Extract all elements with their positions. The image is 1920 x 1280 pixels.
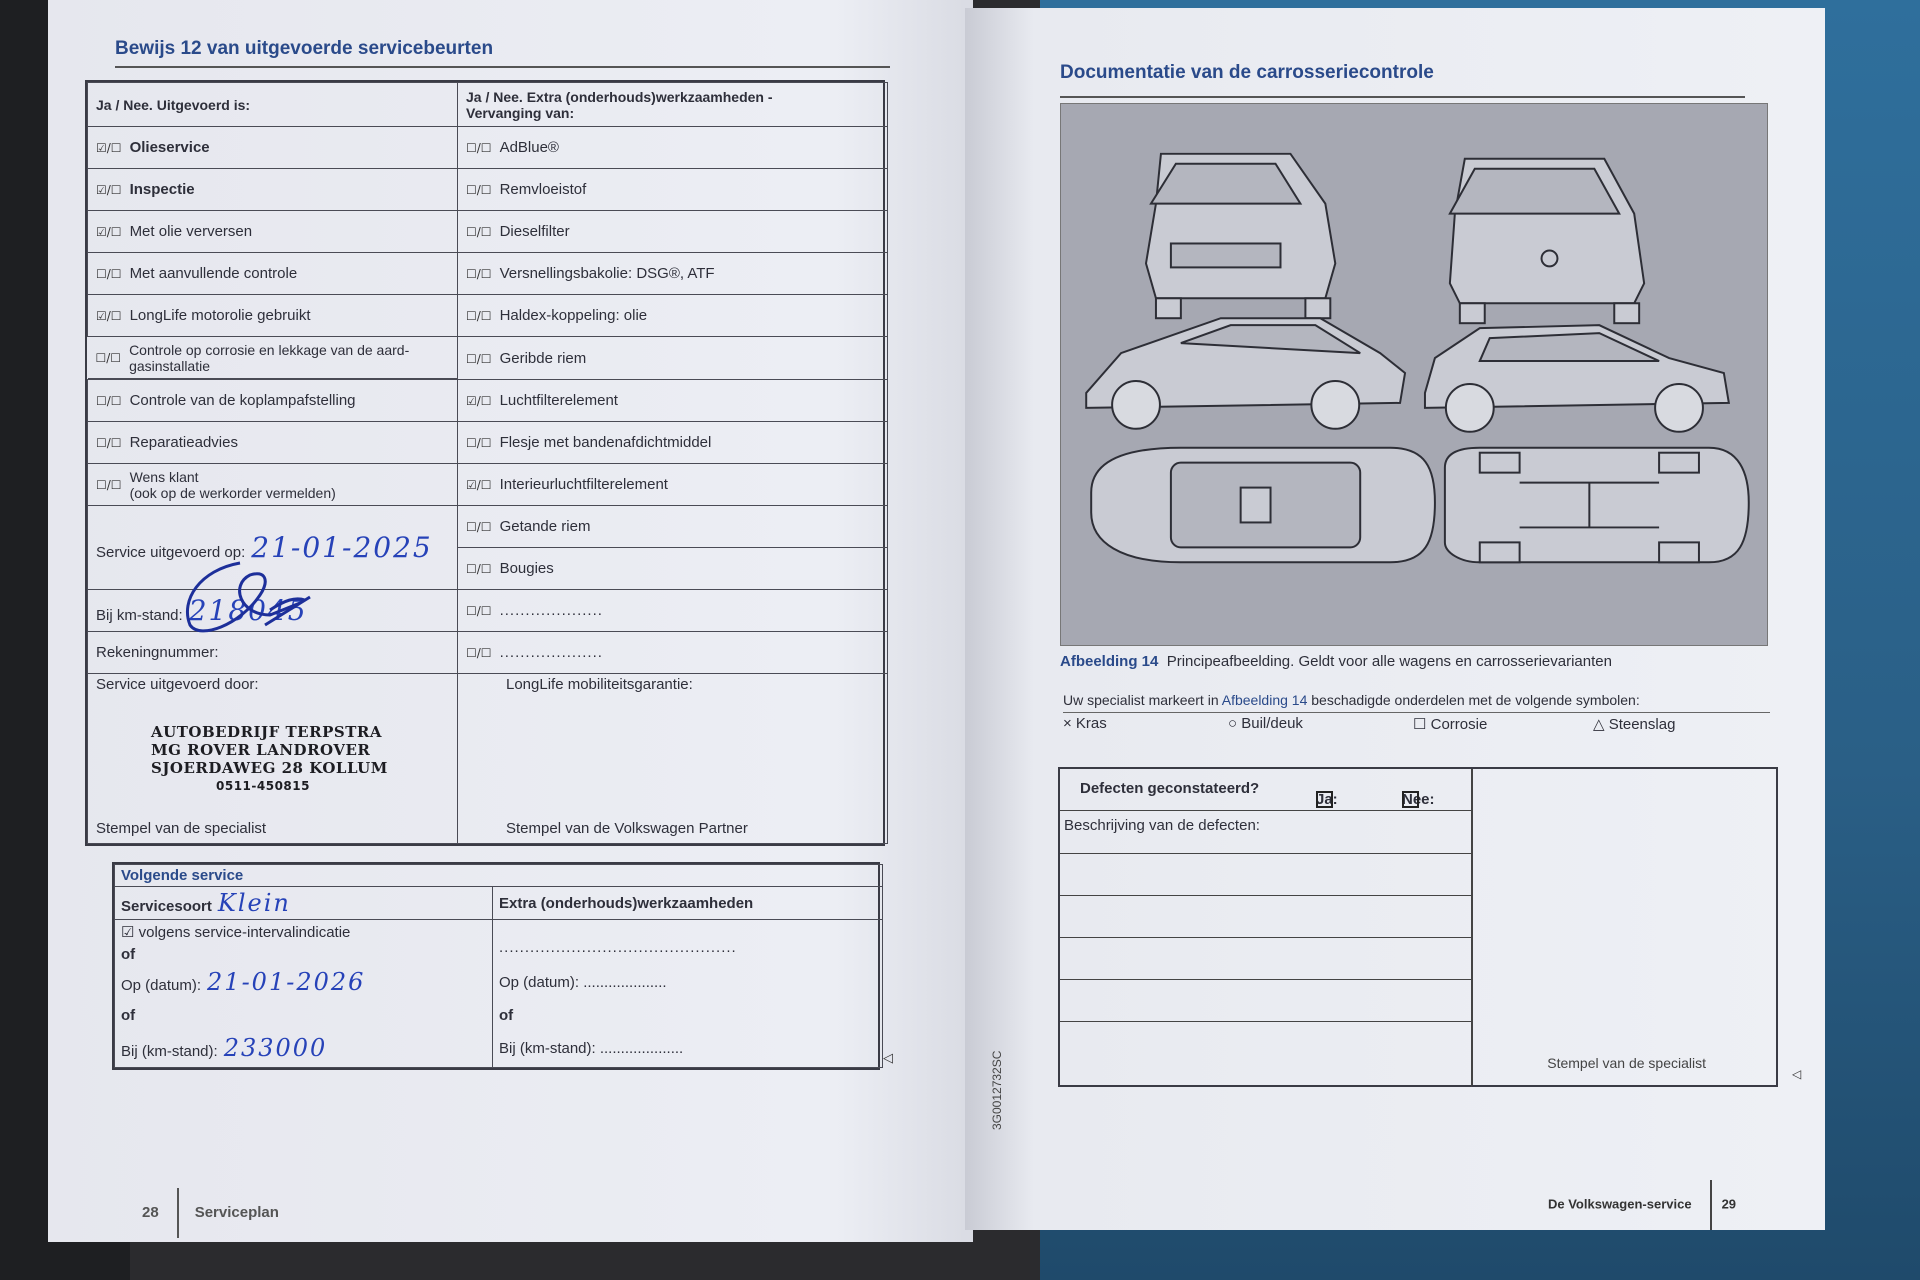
row-cell bbox=[88, 337, 458, 379]
marking-instruction bbox=[1063, 692, 1640, 708]
service-form bbox=[85, 80, 885, 846]
row-cell bbox=[458, 337, 888, 380]
service-date-label: Service uitgevoerd op: bbox=[96, 544, 246, 561]
checkbox[interactable]: ☐/☐ bbox=[96, 394, 122, 408]
service-date-value[interactable]: 21-01-2025 bbox=[251, 531, 433, 564]
row-cell bbox=[458, 127, 888, 169]
checkbox[interactable]: ☑/☐ bbox=[96, 183, 122, 197]
account-label: Rekeningnummer: bbox=[96, 644, 219, 661]
item-label: Haldex-koppeling: olie bbox=[499, 307, 648, 324]
car-body-diagram bbox=[1060, 103, 1768, 646]
checkbox[interactable]: ☐/☐ bbox=[466, 351, 492, 366]
item-label: Flesje met bandenafdichtmiddel bbox=[499, 434, 712, 451]
scratch-symbol: × Kras bbox=[1063, 715, 1107, 732]
item-label bbox=[130, 469, 336, 501]
no-checkbox[interactable] bbox=[1402, 791, 1419, 808]
checkbox[interactable]: ☑/☐ bbox=[96, 225, 122, 239]
or-label: of bbox=[121, 946, 136, 963]
row-cell bbox=[458, 632, 888, 674]
description-line[interactable] bbox=[1060, 895, 1471, 896]
next-right-cell bbox=[493, 920, 883, 1068]
row-cell bbox=[88, 211, 458, 253]
row-cell bbox=[88, 169, 458, 211]
item-label: Olieservice bbox=[129, 139, 210, 156]
checkbox[interactable]: ☐/☐ bbox=[466, 225, 492, 239]
next-service-box bbox=[112, 862, 880, 1070]
checkbox[interactable]: ☐/☐ bbox=[466, 604, 492, 618]
checkbox[interactable]: ☐/☐ bbox=[466, 309, 492, 323]
col-header-extra-line2: Vervanging van: bbox=[466, 104, 575, 121]
or-label: of bbox=[121, 1007, 136, 1024]
defects-header bbox=[1060, 769, 1472, 811]
table-row bbox=[88, 253, 888, 295]
blank-line[interactable]: .............................................. bbox=[499, 939, 737, 956]
dent-symbol: ○ Buil/deuk bbox=[1228, 715, 1303, 732]
marking-text-b: beschadigde onderdelen met de volgende symbolen: bbox=[1311, 692, 1640, 708]
stamp-line: SJOERDAWEG 28 KOLLUM bbox=[151, 759, 388, 777]
item-label: LongLife motorolie gebruikt bbox=[129, 307, 311, 324]
interval-option[interactable]: ☑ volgens service-intervalindicatie bbox=[121, 924, 351, 941]
right-footer bbox=[1548, 1180, 1736, 1230]
car-outlines bbox=[1061, 104, 1767, 645]
km-label: Bij km-stand: bbox=[96, 607, 183, 624]
description-label: Beschrijving van de defecten: bbox=[1064, 817, 1260, 834]
right-page-title: Documentatie van de carrosseriecontrole bbox=[1060, 62, 1434, 83]
form-header-row bbox=[88, 83, 888, 127]
stamp-row bbox=[88, 674, 888, 844]
divider bbox=[1472, 769, 1473, 1085]
item-label-line1: Wens klant bbox=[129, 468, 199, 485]
row-cell bbox=[458, 548, 888, 590]
item-label: Versnellingsbakolie: DSG®, ATF bbox=[499, 265, 715, 282]
row-cell bbox=[458, 464, 888, 506]
next-service-title: Volgende service bbox=[115, 865, 883, 887]
next-right-km[interactable]: Bij (km-stand): .................... bbox=[499, 1040, 684, 1057]
col-header-extra bbox=[458, 83, 888, 127]
left-footer bbox=[142, 1188, 279, 1238]
checkbox[interactable]: ☑/☐ bbox=[96, 309, 122, 323]
table-row bbox=[88, 506, 888, 548]
longlife-label: LongLife mobiliteitsgarantie: bbox=[506, 676, 693, 693]
service-type-value[interactable]: Klein bbox=[217, 889, 291, 917]
stamp-specialist-label: Stempel van de specialist bbox=[96, 820, 267, 837]
row-cell bbox=[458, 422, 888, 464]
checkbox[interactable]: ☐/☐ bbox=[466, 436, 492, 450]
next-right-date[interactable]: Op (datum): .................... bbox=[499, 974, 667, 991]
row-cell bbox=[458, 295, 888, 337]
stamp-phone: 0511-450815 bbox=[216, 779, 310, 793]
row-cell bbox=[88, 380, 458, 422]
figure-link[interactable]: Afbeelding 14 bbox=[1221, 692, 1308, 708]
page-number: 29 bbox=[1721, 1196, 1737, 1212]
checkbox[interactable]: ☑/☐ bbox=[96, 141, 122, 155]
document-code: 3G0012732SC bbox=[990, 1050, 1004, 1130]
table-row bbox=[88, 211, 888, 253]
checkbox[interactable]: ☐/☐ bbox=[96, 267, 122, 281]
dealer-stamp bbox=[151, 723, 449, 795]
table-row bbox=[88, 422, 888, 464]
item-label: Geribde riem bbox=[499, 349, 587, 367]
next-km-label: Bij (km-stand): bbox=[121, 1043, 218, 1060]
km-value[interactable]: 218045 bbox=[188, 594, 308, 627]
figure-caption bbox=[1060, 653, 1612, 670]
table-row bbox=[88, 127, 888, 169]
checkbox[interactable]: ☐/☐ bbox=[466, 562, 492, 576]
col-header-performed: Ja / Nee. Uitgevoerd is: bbox=[88, 83, 458, 127]
checkbox[interactable]: ☑/☐ bbox=[466, 394, 492, 408]
item-label: Remvloeistof bbox=[499, 181, 587, 198]
row-cell bbox=[88, 295, 458, 337]
blank-line[interactable]: .................... bbox=[499, 602, 603, 619]
next-km-line bbox=[121, 1032, 486, 1065]
service-type-label: Servicesoort bbox=[121, 898, 212, 915]
row-cell bbox=[458, 211, 888, 253]
checkbox[interactable]: ☐/☐ bbox=[466, 520, 492, 534]
table-row bbox=[88, 464, 888, 506]
service-type-cell bbox=[115, 887, 493, 920]
next-km-value[interactable]: 233000 bbox=[223, 1034, 328, 1062]
item-label: AdBlue® bbox=[499, 139, 559, 156]
footer-section: De Volkswagen-service bbox=[1548, 1196, 1692, 1212]
or-label: of bbox=[499, 1007, 514, 1024]
yes-label: Ja: bbox=[1316, 791, 1338, 808]
checkbox[interactable]: ☐/☐ bbox=[466, 646, 492, 660]
description-line[interactable] bbox=[1060, 1021, 1471, 1022]
item-label: Getande riem bbox=[499, 518, 591, 535]
left-page-title: Bewijs 12 van uitgevoerde servicebeurten bbox=[115, 38, 494, 59]
checkbox[interactable]: ☐/☐ bbox=[96, 477, 122, 492]
row-cell bbox=[88, 422, 458, 464]
figure-caption-text: Principeafbeelding. Geldt voor alle wagens en carrosserievarianten bbox=[1166, 653, 1612, 670]
checkbox[interactable]: ☐/☐ bbox=[466, 141, 492, 155]
blank-line[interactable]: .................... bbox=[499, 644, 603, 661]
row-cell bbox=[458, 169, 888, 211]
footer-section: Serviceplan bbox=[194, 1203, 279, 1221]
row-cell bbox=[88, 253, 458, 295]
yes-checkbox[interactable] bbox=[1316, 791, 1333, 808]
corrosion-symbol: ☐ Corrosie bbox=[1413, 716, 1488, 733]
defects-label: Defecten geconstateerd? bbox=[1080, 780, 1260, 797]
no-label: Nee: bbox=[1402, 791, 1435, 808]
row-cell bbox=[88, 464, 458, 506]
footer-divider bbox=[1710, 1180, 1712, 1230]
table-row bbox=[88, 337, 888, 380]
col-header-extra-line1: Ja / Nee. Extra (onderhouds)werkzaamheden - bbox=[466, 88, 773, 105]
title-rule bbox=[1060, 96, 1745, 98]
next-left-cell bbox=[115, 920, 493, 1068]
defects-box bbox=[1058, 767, 1778, 1087]
footer-divider bbox=[177, 1188, 179, 1238]
stamp-partner-label: Stempel van de Volkswagen Partner bbox=[506, 820, 748, 837]
description-line[interactable] bbox=[1060, 853, 1471, 854]
stamp-specialist-label: Stempel van de specialist bbox=[1547, 1055, 1706, 1071]
item-label: Inspectie bbox=[129, 181, 195, 198]
defects-description bbox=[1060, 811, 1472, 1087]
figure-label: Afbeelding 14 bbox=[1060, 653, 1159, 670]
row-cell bbox=[458, 590, 888, 632]
stamp-line: MG ROVER LANDROVER bbox=[151, 741, 371, 759]
row-cell bbox=[458, 380, 888, 422]
divider bbox=[1063, 712, 1770, 713]
table-row bbox=[88, 380, 888, 422]
table-row bbox=[88, 295, 888, 337]
performed-by-cell bbox=[88, 674, 458, 844]
title-rule bbox=[115, 66, 890, 68]
item-label-line2: (ook op de werkorder vermelden) bbox=[129, 484, 336, 501]
item-label: Met olie verversen bbox=[129, 223, 253, 240]
item-label: Dieselfilter bbox=[499, 223, 570, 240]
triangle-icon: ◁ bbox=[1792, 1067, 1802, 1081]
row-cell bbox=[88, 127, 458, 169]
item-label: Met aanvullende controle bbox=[129, 265, 298, 282]
checkbox[interactable]: ☐/☐ bbox=[466, 183, 492, 197]
page-number: 28 bbox=[142, 1203, 159, 1221]
extra-work-header: Extra (onderhouds)werkzaamheden bbox=[493, 887, 883, 920]
triangle-icon: ◁ bbox=[883, 1050, 893, 1065]
row-cell bbox=[458, 253, 888, 295]
table-row bbox=[88, 169, 888, 211]
longlife-cell bbox=[458, 674, 888, 844]
item-label: Bougies bbox=[499, 560, 554, 577]
item-label: Reparatieadvies bbox=[129, 434, 238, 451]
stamp-line: AUTOBEDRIJF TERPSTRA bbox=[151, 723, 382, 741]
next-date-label: Op (datum): bbox=[121, 977, 202, 994]
item-label: Luchtfilterelement bbox=[499, 392, 618, 409]
performed-by-label: Service uitgevoerd door: bbox=[96, 676, 259, 693]
marking-text-a: Uw specialist markeert in bbox=[1063, 692, 1219, 708]
stone-chip-symbol: △ Steenslag bbox=[1593, 716, 1676, 733]
next-date-line bbox=[121, 966, 486, 999]
description-line[interactable] bbox=[1060, 979, 1471, 980]
checkbox[interactable]: ☐/☐ bbox=[95, 350, 122, 365]
item-label: Controle op corrosie en lekkage van de aard-gasinstallatie bbox=[129, 341, 410, 374]
item-label: Interieurluchtfilterelement bbox=[499, 476, 668, 493]
item-label: Controle van de koplampafstelling bbox=[129, 392, 356, 409]
description-line[interactable] bbox=[1060, 937, 1471, 938]
checkbox[interactable]: ☐/☐ bbox=[96, 436, 122, 450]
next-date-value[interactable]: 21-01-2026 bbox=[207, 968, 366, 996]
checkbox[interactable]: ☐/☐ bbox=[466, 267, 492, 281]
row-cell bbox=[458, 506, 888, 548]
signature bbox=[170, 555, 320, 640]
checkbox[interactable]: ☑/☐ bbox=[466, 478, 492, 492]
